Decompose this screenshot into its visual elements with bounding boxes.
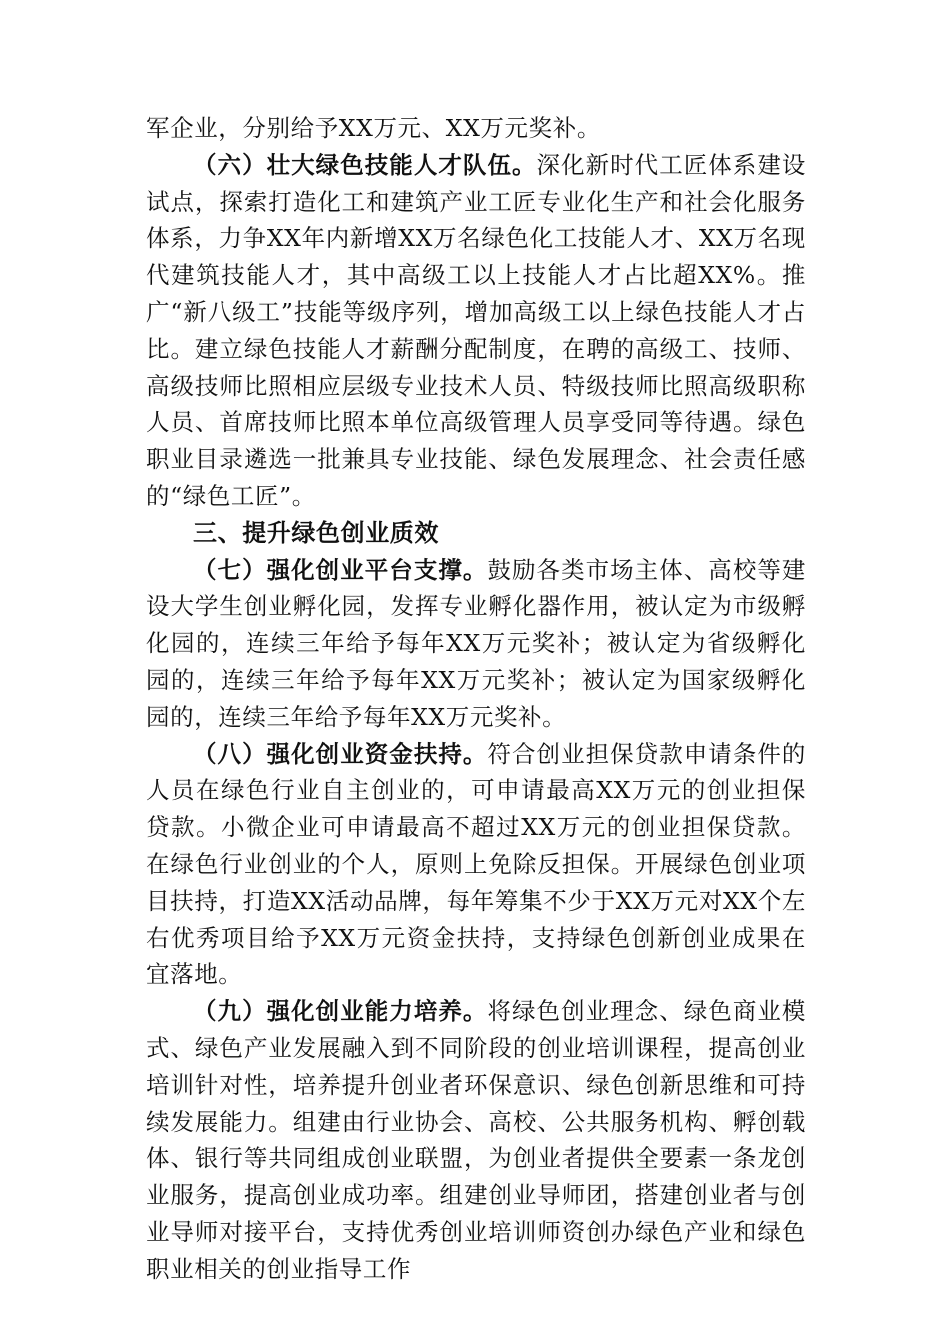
paragraph-text: 鼓励各类市场主体、高校等建设大学生创业孵化园，发挥专业孵化器作用，被认定为市级孵化园的，连续三年给予每年XX万元奖补；被认定为省级孵化园的，连续三年给予每年XX万元奖补；被认定为国家级孵化园的，连续三年给予每年XX万元奖补。: [146, 555, 806, 731]
paragraph-text: 深化新时代工匠体系建设试点，探索打造化工和建筑产业工匠专业化生产和社会化服务体系，力争XX年内新增XX万名绿色化工技能人才、XX万名现代建筑技能人才，其中高级工以上技能人才占比超XX%。推广“新八级工”技能等级序列，增加高级工以上绿色技能人才占比。建立绿色技能人才薪酬分配制度，在聘的高级工、技师、高级技师比照相应层级专业技术人员、特级技师比照高级职称人员、首席技师比照本单位高级管理人员享受同等待遇。绿色职业目录遴选一批兼具专业技能、绿色发展理念、社会责任感的“绿色工匠”。: [146, 150, 806, 510]
paragraph-text: 符合创业担保贷款申请条件的人员在绿色行业自主创业的，可申请最高XX万元的创业担保贷款。小微企业可申请最高不超过XX万元的创业担保贷款。在绿色行业创业的个人，原则上免除反担保。开展绿色创业项目扶持，打造XX活动品牌，每年筹集不少于XX万元对XX个左右优秀项目给予XX万元资金扶持，支持绿色创新创业成果在宜落地。: [146, 739, 806, 989]
paragraph-lead: （七）强化创业平台支撑。: [193, 555, 488, 584]
paragraph-lead: （九）强化创业能力培养。: [193, 997, 488, 1026]
paragraph-ability-training: [146, 993, 806, 1287]
document-page: [146, 110, 806, 1288]
paragraph-text: 军企业，分别给予XX万元、XX万元奖补。: [146, 114, 601, 142]
paragraph-continuation: [146, 110, 806, 147]
paragraph-text: 将绿色创业理念、绿色商业模式、绿色产业发展融入到不同阶段的创业培训课程，提高创业培训针对性，培养提升创业者环保意识、绿色创新思维和可持续发展能力。组建由行业协会、高校、公共服务机构、孵创载体、银行等共同组成创业联盟，为创业者提供全要素一条龙创业服务，提高创业成功率。组建创业导师团，搭建创业者与创业导师对接平台，支持优秀创业培训师资创办绿色产业和绿色职业相关的创业指导工作: [146, 997, 806, 1283]
paragraph-green-skills-talent: [146, 147, 806, 515]
paragraph-platform-support: [146, 552, 806, 736]
paragraph-lead: （六）壮大绿色技能人才队伍。: [193, 150, 537, 179]
paragraph-funding-support: [146, 736, 806, 994]
paragraph-lead: （八）强化创业资金扶持。: [193, 739, 488, 768]
section-heading: 三、提升绿色创业质效: [193, 518, 439, 547]
